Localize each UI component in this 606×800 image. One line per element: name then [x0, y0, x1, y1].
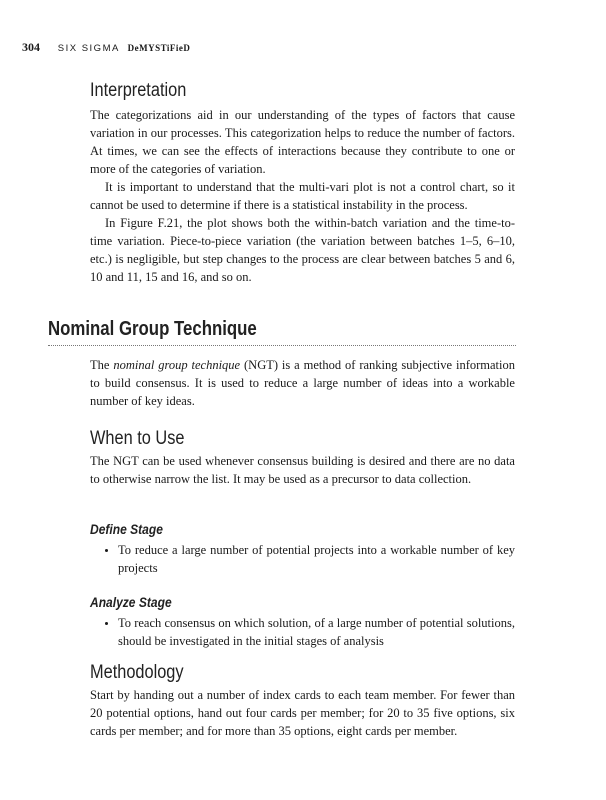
interpretation-paragraph-1: The categorizations aid in our understanding of the types of factors that cause variation in our processes. This categorization helps to reduce the number of factors. At times, we can see the effects of interactions because they contribute to one or more of the categories of variation. [90, 108, 515, 176]
methodology-heading: Methodology [90, 662, 184, 683]
analyze-stage-bullet: • To reach consensus on which solution, of a large number of potential solutions, should be investigated in the initial stages of analysis [118, 614, 515, 650]
define-stage-heading: Define Stage [90, 521, 163, 537]
methodology-section [90, 662, 515, 740]
book-brand: DeMYSTiFieD [127, 43, 191, 53]
define-stage-section [90, 521, 515, 577]
interpretation-section [90, 80, 515, 286]
page-number: 304 [22, 40, 40, 54]
methodology-paragraph: Start by handing out a number of index cards to each team member. For fewer than 20 potential options, hand out four cards per member; for 20 to 35 five options, six cards per member; and for more than 35 options, eight cards per member. [90, 688, 515, 738]
analyze-stage-section [90, 594, 515, 650]
interpretation-paragraph-2: It is important to understand that the multi-vari plot is not a control chart, so it cannot be used to determine if there is a statistical instability in the process. [90, 180, 515, 212]
when-to-use-paragraph: The NGT can be used whenever consensus building is desired and there are no data to otherwise narrow the list. It may be used as a precursor to data collection. [90, 454, 515, 486]
analyze-stage-list [90, 614, 515, 650]
running-head [22, 40, 190, 55]
ngt-intro-before: The [90, 358, 114, 372]
ngt-term: nominal group technique [113, 358, 241, 372]
ngt-intro [90, 356, 515, 410]
ngt-intro-after: (NGT) is a method of ranking subjective information to build consensus. It is used to reduce a large number of ideas into a workable number of key ideas. [90, 358, 515, 408]
define-stage-bullet: • To reduce a large number of potential projects into a workable number of key projects [118, 541, 515, 577]
ngt-heading-text: Nominal Group Technique [48, 318, 257, 340]
ngt-heading [48, 318, 516, 346]
analyze-stage-heading: Analyze Stage [90, 594, 172, 610]
interpretation-heading: Interpretation [90, 80, 187, 101]
when-to-use-section [90, 428, 515, 488]
define-stage-list [90, 541, 515, 577]
ngt-intro-paragraph [90, 356, 515, 410]
interpretation-paragraph-3: In Figure F.21, the plot shows both the within-batch variation and the time-to-time variation. Piece-to-piece variation (the variation between batches 1–5, 6–10, etc.) is negligible, but step changes to the process are clear between batches 5 and 6, 10 and 11, 15 and 16, and so on. [90, 216, 515, 284]
when-to-use-heading: When to Use [90, 428, 185, 449]
book-title: SIX SIGMA [57, 43, 120, 54]
